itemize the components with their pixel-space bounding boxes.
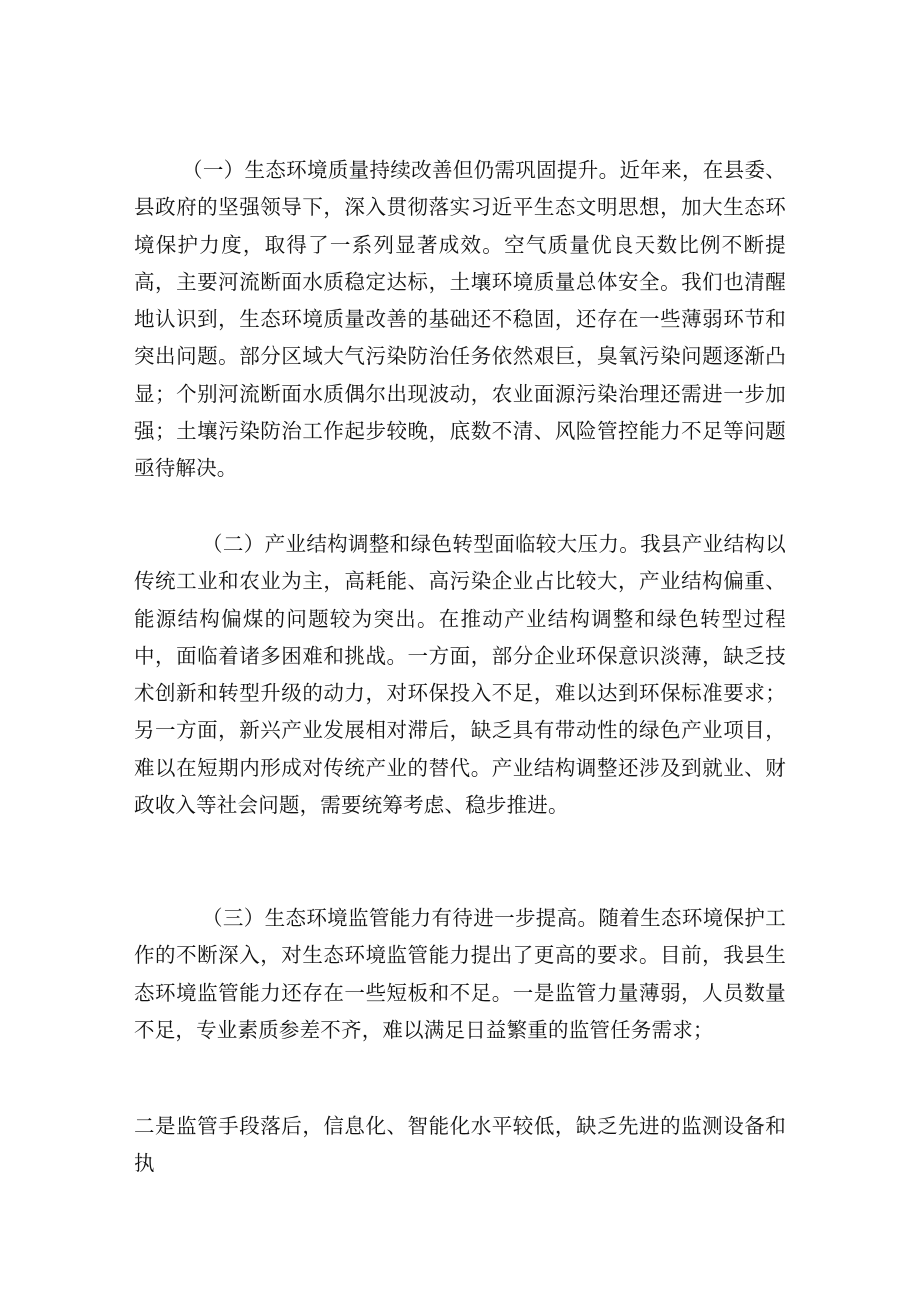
paragraph-industrial-structure: （二）产业结构调整和绿色转型面临较大压力。我县产业结构以传统工业和农业为主，高耗能、高污染企业占比较大，产业结构偏重、能源结构偏煤的问题较为突出。在推动产业结构调整和绿色转型过程中，面临着诸多困难和挑战。一方面，部分企业环保意识淡薄，缺乏技术创新和转型升级的动力，对环保投入不足，难以达到环保标准要求；另一方面，新兴产业发展相对滞后，缺乏具有带动性的绿色产业项目，难以在短期内形成对传统产业的替代。产业结构调整还涉及到就业、财政收入等社会问题，需要统筹考虑、稳步推进。 [134, 532, 786, 818]
paragraph-ecological-quality: （一）生态环境质量持续改善但仍需巩固提升。近年来，在县委、县政府的坚强领导下，深入贯彻落实习近平生态文明思想，加大生态环境保护力度，取得了一系列显著成效。空气质量优良天数比例不断提高，主要河流断面水质稳定达标，土壤环境质量总体安全。我们也清醒地认识到，生态环境质量改善的基础还不稳固，还存在一些薄弱环节和突出问题。部分区域大气污染防治任务依然艰巨，臭氧污染问题逐渐凸显；个别河流断面水质偶尔出现波动，农业面源污染治理还需进一步加强；土壤污染防治工作起步较晚，底数不清、风险管控能力不足等问题亟待解决。 [134, 158, 786, 481]
paragraph-regulatory-capacity: （三）生态环境监管能力有待进一步提高。随着生态环境保护工作的不断深入，对生态环境监管能力提出了更高的要求。目前，我县生态环境监管能力还存在一些短板和不足。一是监管力量薄弱，人员数量不足，专业素质参差不齐，难以满足日益繁重的监管任务需求； [134, 906, 786, 1042]
paragraph-regulatory-means: 二是监管手段落后，信息化、智能化水平较低，缺乏先进的监测设备和执 [134, 1114, 786, 1176]
